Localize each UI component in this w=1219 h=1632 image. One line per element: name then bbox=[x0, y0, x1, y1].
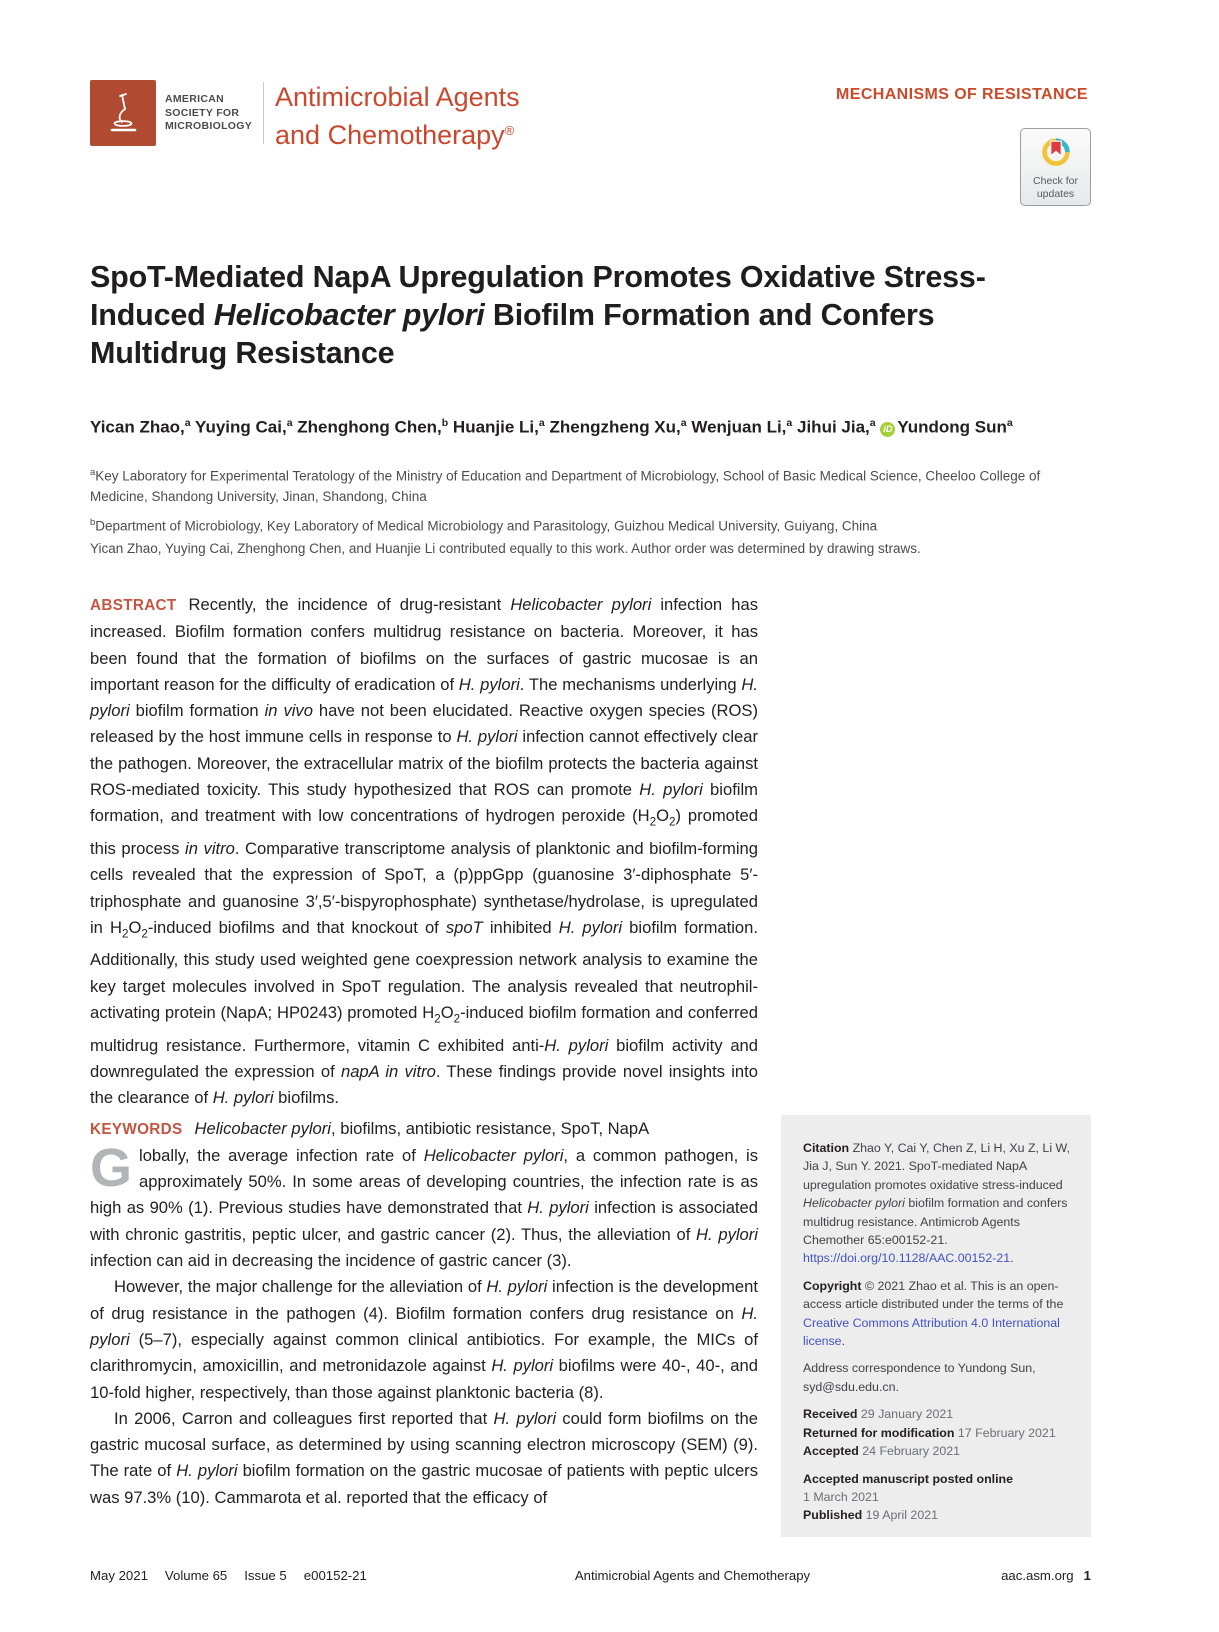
journal-title-line2: and Chemotherapy® bbox=[275, 120, 515, 150]
footer-journal-name: Antimicrobial Agents and Chemotherapy bbox=[574, 1568, 811, 1583]
contribution-note: Yican Zhao, Yuying Cai, Zhenghong Chen, and Huanjie Li contributed equally to this work. Author order was determined by drawing straws. bbox=[90, 541, 921, 556]
published-date: Published 19 April 2021 bbox=[803, 1508, 938, 1523]
page-number: 1 bbox=[1083, 1568, 1091, 1583]
asm-logo bbox=[90, 80, 156, 146]
intro-paragraph-2: However, the major challenge for the alleviation of H. pylori infection is the development of drug resistance in the pathogen (4). Biofilm formation confers drug resistance on H. pylori (5–7), especially against common clinical antibiotics. For example, the MICs of clarithromycin, amoxicillin, and metronidazole against H. pylori biofilms were 40-, 40-, and 10-fold higher, respectively, than those against planktonic bacteria (8). bbox=[90, 1277, 758, 1402]
society-line: SOCIETY FOR bbox=[165, 106, 240, 119]
check-updates-label: Check for updates bbox=[1033, 175, 1078, 200]
check-updates-icon bbox=[1037, 135, 1075, 173]
title-line: Induced Helicobacter pylori Biofilm Formation and Confers bbox=[90, 298, 935, 332]
microscope-icon bbox=[99, 89, 147, 137]
title-line: SpoT-Mediated NapA Upregulation Promotes Oxidative Stress- bbox=[90, 260, 986, 294]
intro-paragraph-1: Globally, the average infection rate of Helicobacter pylori, a common pathogen, is approximately 50%. In some areas of developing countries, the infection rate is as high as 90% (1). Previous studies have demonstrated that H. pylori infection is associated with chronic gastritis, peptic ulcer, and gastric cancer (2). Thus, the alleviation of H. pylori infection can aid in decreasing the incidence of gastric cancer (3). bbox=[90, 1137, 758, 1271]
keywords-label: KEYWORDS bbox=[90, 1120, 183, 1138]
posted-online-date: 1 March 2021 bbox=[803, 1489, 879, 1504]
page-footer bbox=[90, 1568, 1091, 1583]
citation-paragraph[interactable]: Citation Zhao Y, Cai Y, Chen Z, Li H, Xu Z, Li W, Jia J, Sun Y. 2021. SpoT-mediated NapA upregulation promotes oxidative stress-induced Helicobacter pylori biofilm formation and confers multidrug resistance. Antimicrob Agents Chemother 65:e00152-21. https://doi.org/10.1128/AAC.00152-21. bbox=[803, 1141, 1070, 1266]
returned-date: Returned for modification 17 February 2021 bbox=[803, 1425, 1056, 1440]
society-line: MICROBIOLOGY bbox=[165, 120, 253, 132]
citation-box bbox=[781, 1115, 1091, 1537]
society-name bbox=[165, 93, 252, 134]
copyright-paragraph[interactable]: Copyright © 2021 Zhao et al. This is an open-access article distributed under the terms of the Creative Commons Attribution 4.0 International license. bbox=[803, 1278, 1064, 1349]
title-line: Multidrug Resistance bbox=[90, 336, 395, 370]
intro-paragraph-3: In 2006, Carron and colleagues first reported that H. pylori could form biofilms on the gastric mucosal surface, as determined by using scanning electron microscopy (SEM) (9). The rate of H. pylori biofilm formation on the gastric mucosae of patients with peptic ulcers was 97.3% (10). Cammarota et al. reported that the efficacy of bbox=[90, 1408, 759, 1507]
author-list: Yican Zhao,$^a$ Yuying Cai,$^a$ Zhenghong Chen,$^b$ Huanjie Li,$^a$ Zhengzheng Xu,$^a$ Wenjuan Li,$^a$ Jihui Jia,$^a$ iD Yundong Sun$^a$ bbox=[90, 417, 1013, 437]
accepted-date: Accepted 24 February 2021 bbox=[803, 1444, 961, 1459]
abstract-label: ABSTRACT bbox=[90, 597, 177, 614]
abstract-paragraph bbox=[90, 592, 758, 1112]
journal-header bbox=[90, 80, 520, 152]
header-divider bbox=[263, 82, 264, 144]
affiliation-b: $^b$Department of Microbiology, Key Laboratory of Medical Microbiology and Parasitology, Guizhou Medical University, Guiyang, China bbox=[90, 516, 878, 533]
orcid-icon: iD bbox=[880, 422, 895, 437]
correspondence-paragraph: Address correspondence to Yundong Sun, syd@sdu.edu.cn. bbox=[803, 1361, 1036, 1394]
journal-title bbox=[275, 81, 520, 152]
site-url[interactable]: aac.asm.org bbox=[1001, 1568, 1074, 1583]
journal-title-line1: Antimicrobial Agents bbox=[275, 82, 520, 112]
abstract-text: Recently, the incidence of drug-resistant Helicobacter pylori infection has increased. Biofilm formation confers multidrug resistance on bacteria. Moreover, it has been found that the formation of biofilms on the surfaces of gastric mucosae is an important reason for the difficulty of eradication of H. pylori. The mechanisms underlying H. pylori biofilm formation in vivo have not been elucidated. Reactive oxygen species (ROS) released by the host immune cells in response to H. pylori infection cannot effectively clear the pathogen. Moreover, the extracellular matrix of the biofilm protects the bacteria against ROS-mediated toxicity. This study hypothesized that ROS can promote H. pylori biofilm formation, and treatment with low concentrations of hydrogen peroxide $(H_2O_2)$ promoted this process in vitro. Comparative transcriptome analysis of planktonic and biofilm-forming cells revealed that the expression of SpoT, a (p)ppGpp (guanosine 3′-diphosphate 5′-triphosphate and guanosine 3′,5′-bispyrophosphate) synthetase/hydrolase, is upregulated in $H_2O_2$-induced biofilms and that knockout of spoT inhibited H. pylori biofilm formation. Additionally, this study used weighted gene coexpression network analysis to examine the key target molecules involved in SpoT regulation. The analysis revealed that neutrophil-activating protein (NapA; HP0243) promoted $H_2O_2$-induced biofilm formation and conferred multidrug resistance. Furthermore, vitamin C exhibited anti-H. pylori biofilm activity and downregulated the expression of napA in vitro. These findings provide novel insights into the clearance of H. pylori biofilms. bbox=[90, 595, 759, 1108]
registered-mark: ® bbox=[504, 123, 515, 138]
article-title bbox=[90, 258, 1100, 372]
affiliations bbox=[90, 463, 1090, 542]
article-dates bbox=[803, 1405, 1071, 1524]
society-line: AMERICAN bbox=[165, 93, 224, 105]
keywords-line bbox=[90, 1116, 758, 1143]
received-date: Received 29 January 2021 bbox=[803, 1407, 954, 1422]
main-text-column bbox=[90, 592, 758, 1511]
section-label: MECHANISMS OF RESISTANCE bbox=[836, 86, 1088, 103]
footer-site bbox=[1001, 1568, 1091, 1583]
check-for-updates-button[interactable] bbox=[1020, 128, 1091, 206]
issue-info: May 2021 Volume 65 Issue 5 e00152-21 bbox=[90, 1568, 367, 1583]
posted-online-label: Accepted manuscript posted online bbox=[803, 1471, 1013, 1486]
keywords-text: Helicobacter pylori, biofilms, antibiotic resistance, SpoT, NapA bbox=[194, 1118, 650, 1138]
dropcap: G bbox=[90, 1137, 133, 1198]
affiliation-a: $^a$Key Laboratory for Experimental Teratology of the Ministry of Education and Department of Microbiology, School of Basic Medical Science, Cheeloo College of Medicine, Shandong University, Jinan, Shandong, China bbox=[90, 467, 1041, 504]
